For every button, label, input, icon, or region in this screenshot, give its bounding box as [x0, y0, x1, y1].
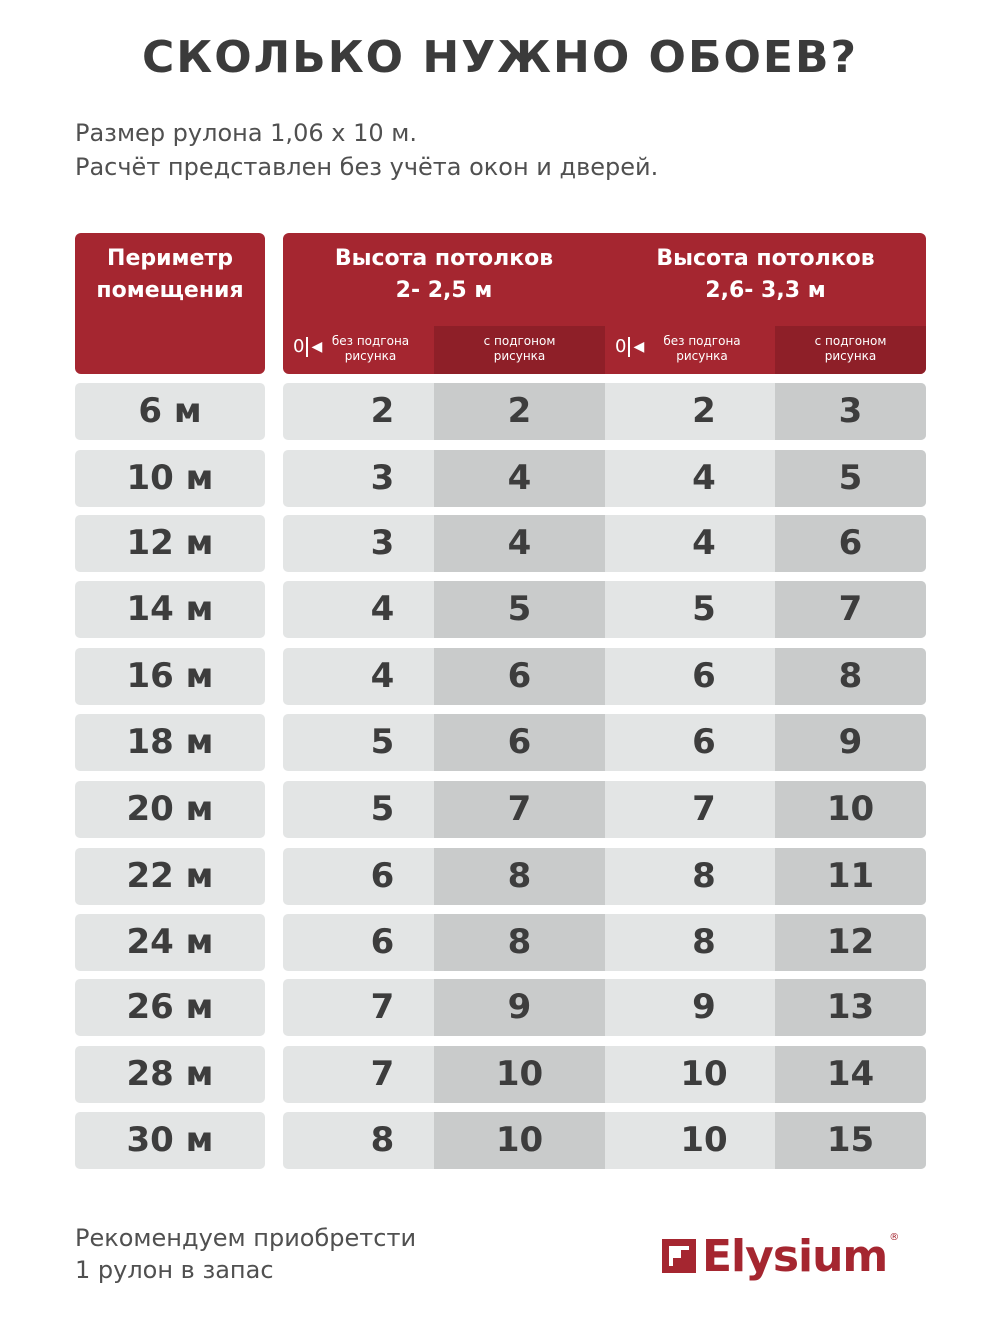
table-row [283, 581, 926, 638]
row-perimeter: 26 м [75, 979, 265, 1036]
table-row [283, 648, 926, 705]
table-row [283, 1112, 926, 1169]
table-row [283, 383, 926, 440]
cell-high-with-match: 13 [775, 979, 926, 1036]
group-high-line1: Высота потолков [656, 246, 875, 271]
subheader-high-no-match [605, 326, 775, 374]
no-match-line2: рисунка [676, 349, 728, 363]
with-match-line2: рисунка [493, 349, 546, 363]
row-perimeter: 14 м [75, 581, 265, 638]
no-match-line1: без подгона [663, 334, 741, 348]
cell-high-no-match: 4 [692, 458, 716, 498]
row-perimeter: 12 м [75, 515, 265, 572]
cell-low-with-match: 5 [434, 581, 605, 638]
with-match-line1: с подгоном [814, 334, 887, 348]
brand-name: Elysium [702, 1230, 888, 1282]
registered-mark: ® [889, 1232, 900, 1243]
table-row [283, 914, 926, 971]
cell-high-no-match: 6 [692, 656, 716, 696]
cell-low-no-match: 6 [370, 856, 395, 896]
cell-high-with-match: 7 [775, 581, 926, 638]
header-perimeter-line1: Периметр [107, 246, 233, 271]
row-perimeter: 6 м [75, 383, 265, 440]
cell-low-no-match: 6 [370, 922, 395, 962]
header-group-high [605, 243, 926, 307]
cell-low-no-match: 5 [370, 789, 395, 829]
cell-high-no-match: 8 [692, 856, 716, 896]
footer-line2: 1 рулон в запас [75, 1256, 274, 1284]
cell-high-no-match: 7 [692, 789, 716, 829]
zero-symbol: 0 [615, 336, 627, 357]
table-row [283, 714, 926, 771]
subheader-high-with-match [775, 326, 926, 374]
cell-low-no-match: 2 [370, 391, 395, 431]
footer-note [75, 1222, 416, 1286]
row-perimeter: 30 м [75, 1112, 265, 1169]
cell-high-with-match: 3 [775, 383, 926, 440]
row-perimeter: 10 м [75, 450, 265, 507]
page-title: СКОЛЬКО НУЖНО ОБОЕВ? [141, 32, 859, 83]
calc-note: Расчёт представлен без учёта окон и дверей. [75, 153, 659, 181]
header-heights [283, 233, 926, 374]
cell-low-no-match: 5 [370, 722, 395, 762]
zero-offset-icon: 0 ◀ [615, 336, 645, 357]
cell-high-with-match: 8 [775, 648, 926, 705]
table-row [283, 450, 926, 507]
cell-high-no-match: 9 [692, 987, 716, 1027]
cell-high-no-match: 8 [692, 922, 716, 962]
with-match-line1: с подгоном [483, 334, 556, 348]
cell-low-with-match: 8 [434, 914, 605, 971]
zero-symbol: 0 [293, 336, 305, 357]
header-group-low [283, 243, 605, 307]
zero-offset-icon: 0 ◀ [293, 336, 323, 357]
cell-low-no-match: 4 [370, 656, 395, 696]
cell-high-with-match: 12 [775, 914, 926, 971]
group-high-line2: 2,6- 3,3 м [705, 278, 826, 303]
cell-low-no-match: 8 [370, 1120, 395, 1160]
row-perimeter: 20 м [75, 781, 265, 838]
table-row [283, 848, 926, 905]
cell-low-with-match: 10 [434, 1046, 605, 1103]
cell-high-with-match: 14 [775, 1046, 926, 1103]
cell-high-no-match: 6 [692, 722, 716, 762]
cell-low-with-match: 2 [434, 383, 605, 440]
footer-line1: Рекомендуем приобретсти [75, 1224, 417, 1252]
cell-low-with-match: 9 [434, 979, 605, 1036]
cell-low-no-match: 3 [370, 458, 395, 498]
cell-high-no-match: 10 [680, 1120, 728, 1160]
no-match-line2: рисунка [344, 349, 397, 363]
table-row [283, 515, 926, 572]
row-perimeter: 22 м [75, 848, 265, 905]
cell-high-no-match: 5 [692, 589, 716, 629]
cell-low-with-match: 7 [434, 781, 605, 838]
cell-high-with-match: 11 [775, 848, 926, 905]
row-perimeter: 24 м [75, 914, 265, 971]
cell-high-with-match: 15 [775, 1112, 926, 1169]
header-perimeter-line2: помещения [96, 278, 244, 303]
intro-text [75, 116, 658, 184]
cell-low-with-match: 4 [434, 450, 605, 507]
row-perimeter: 28 м [75, 1046, 265, 1103]
roll-size-note: Размер рулона 1,06 x 10 м. [75, 119, 417, 147]
group-low-line2: 2- 2,5 м [395, 278, 493, 303]
brand-mark-icon [662, 1239, 696, 1273]
group-low-line1: Высота потолков [334, 246, 554, 271]
header-perimeter [75, 233, 265, 374]
table-row [283, 781, 926, 838]
cell-low-with-match: 8 [434, 848, 605, 905]
cell-high-with-match: 9 [775, 714, 926, 771]
row-perimeter: 18 м [75, 714, 265, 771]
cell-high-no-match: 4 [692, 523, 716, 563]
subheader-low-no-match [283, 326, 434, 374]
cell-low-no-match: 7 [370, 987, 395, 1027]
cell-high-with-match: 10 [775, 781, 926, 838]
cell-high-no-match: 2 [692, 391, 716, 431]
cell-low-with-match: 10 [434, 1112, 605, 1169]
table-row [283, 1046, 926, 1103]
cell-high-no-match: 10 [680, 1054, 728, 1094]
with-match-line2: рисунка [824, 349, 877, 363]
cell-low-with-match: 6 [434, 714, 605, 771]
subheader-low-with-match [434, 326, 605, 374]
cell-low-no-match: 7 [370, 1054, 395, 1094]
cell-low-with-match: 6 [434, 648, 605, 705]
cell-high-with-match: 5 [775, 450, 926, 507]
cell-high-with-match: 6 [775, 515, 926, 572]
no-match-line1: без подгона [331, 334, 410, 348]
brand-logo [662, 1232, 899, 1280]
table-row [283, 979, 926, 1036]
cell-low-with-match: 4 [434, 515, 605, 572]
row-perimeter: 16 м [75, 648, 265, 705]
cell-low-no-match: 3 [370, 523, 395, 563]
cell-low-no-match: 4 [370, 589, 395, 629]
